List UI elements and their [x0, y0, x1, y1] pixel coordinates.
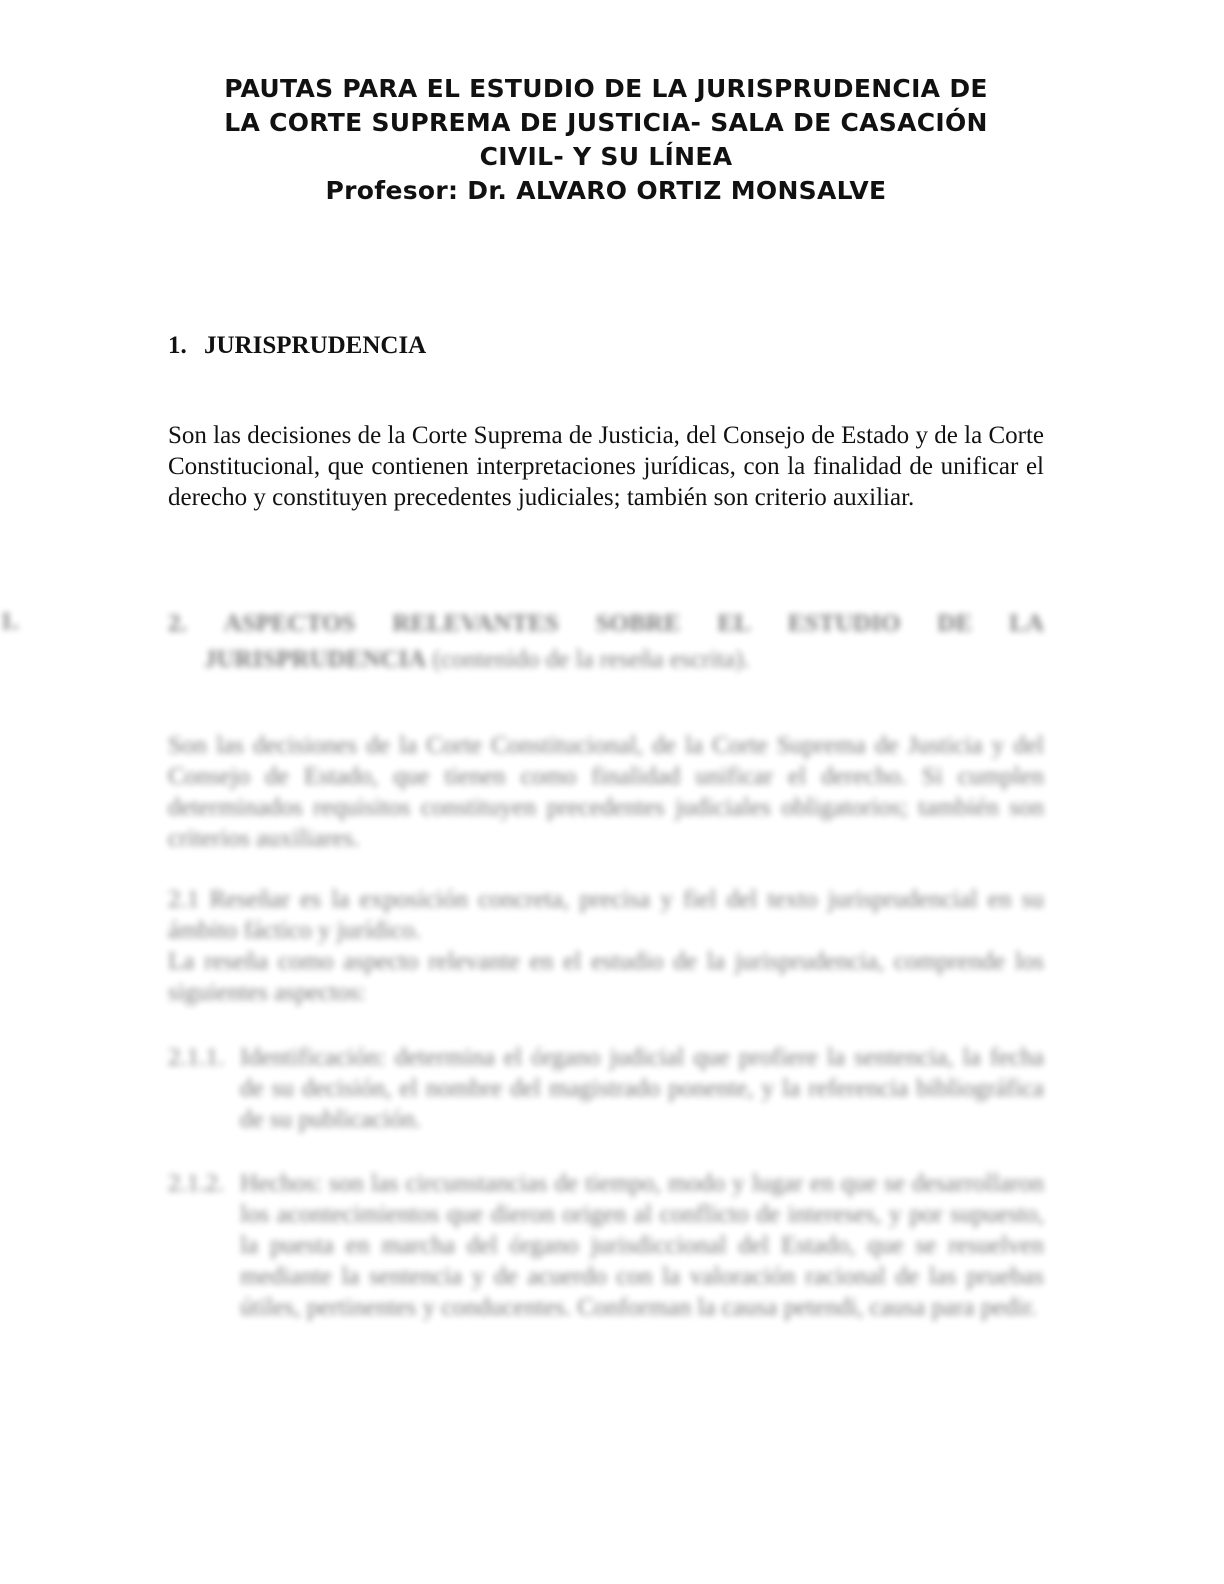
- section-2-outer-number: 1.: [0, 608, 19, 635]
- professor-line: Profesor: Dr. ALVARO ORTIZ MONSALVE: [325, 176, 887, 205]
- heading-word: EL: [717, 610, 751, 637]
- heading-word: SOBRE: [595, 610, 681, 637]
- section-1-heading: [168, 330, 426, 362]
- list-item: [168, 1168, 1044, 1323]
- section-1-paragraph: Son las decisiones de la Corte Suprema de Justicia, del Consejo de Estado y de la Corte Constitucional, que contienen interpretaciones jurídicas, con la finalidad de unificar el derecho y constituyen precedentes judiciales; también son criterio auxiliar.: [168, 422, 1044, 511]
- heading-word: RELEVANTES: [392, 610, 559, 637]
- heading-word: ASPECTOS: [223, 610, 356, 637]
- section-1-number: 1.: [168, 332, 187, 359]
- heading-word: ESTUDIO: [787, 610, 901, 637]
- section-2-heading: [168, 606, 1044, 678]
- heading-word: LA: [1009, 610, 1044, 637]
- section-2-heading-line-2: [168, 642, 1044, 678]
- title-line-3: CIVIL- Y SU LÍNEA: [479, 142, 733, 171]
- section-2-subtitle: (contenido de la reseña escrita).: [426, 646, 750, 673]
- subsection-2-1-intro: 2.1 Reseñar es la exposición concreta, precisa y fiel del texto jurisprudencial en su ámbito fáctico y jurídico.: [168, 886, 1044, 944]
- document-title: [150, 72, 1062, 208]
- heading-word: DE: [937, 610, 973, 637]
- section-2-number: 2.: [168, 610, 187, 637]
- title-line-2: LA CORTE SUPREMA DE JUSTICIA- SALA DE CASACIÓN: [224, 108, 988, 137]
- section-2-heading-line-1: [168, 606, 1044, 642]
- list-item-number: 2.1.1.: [168, 1044, 225, 1071]
- section-2-title: JURISPRUDENCIA: [204, 646, 427, 673]
- list-item: [168, 1042, 1044, 1135]
- title-line-1: PAUTAS PARA EL ESTUDIO DE LA JURISPRUDENCIA DE: [224, 74, 988, 103]
- list-item-text: Hechos: son las circunstancias de tiempo, modo y lugar en que se desarrollaron los acontecimientos que dieron origen al conflicto de intereses, y por supuesto, la puesta en marcha del órgano jurisdiccional del Estado, que se resuelven mediante la sentencia y de acuerdo con la valoración racional de las pruebas útiles, pertinentes y conducentes. Conforman la causa petendi, causa para pedir.: [240, 1170, 1044, 1321]
- list-item-text: Identificación: determina el órgano judicial que profiere la sentencia, la fecha de su decisión, el nombre del magistrado ponente, y la referencia bibliográfica de su publicación.: [240, 1044, 1044, 1133]
- section-2-paragraph: Son las decisiones de la Corte Constitucional, de la Corte Suprema de Justicia y del Consejo de Estado, que tienen como finalidad unificar el derecho. Si cumplen determinados requisitos constituyen precedentes judiciales obligatorios; también son criterios auxiliares.: [168, 732, 1044, 852]
- section-1-title: JURISPRUDENCIA: [204, 332, 427, 359]
- subsection-2-1-intro-continued: La reseña como aspecto relevante en el estudio de la jurisprudencia, comprende los siguientes aspectos:: [168, 948, 1044, 1006]
- list-item-number: 2.1.2.: [168, 1170, 225, 1197]
